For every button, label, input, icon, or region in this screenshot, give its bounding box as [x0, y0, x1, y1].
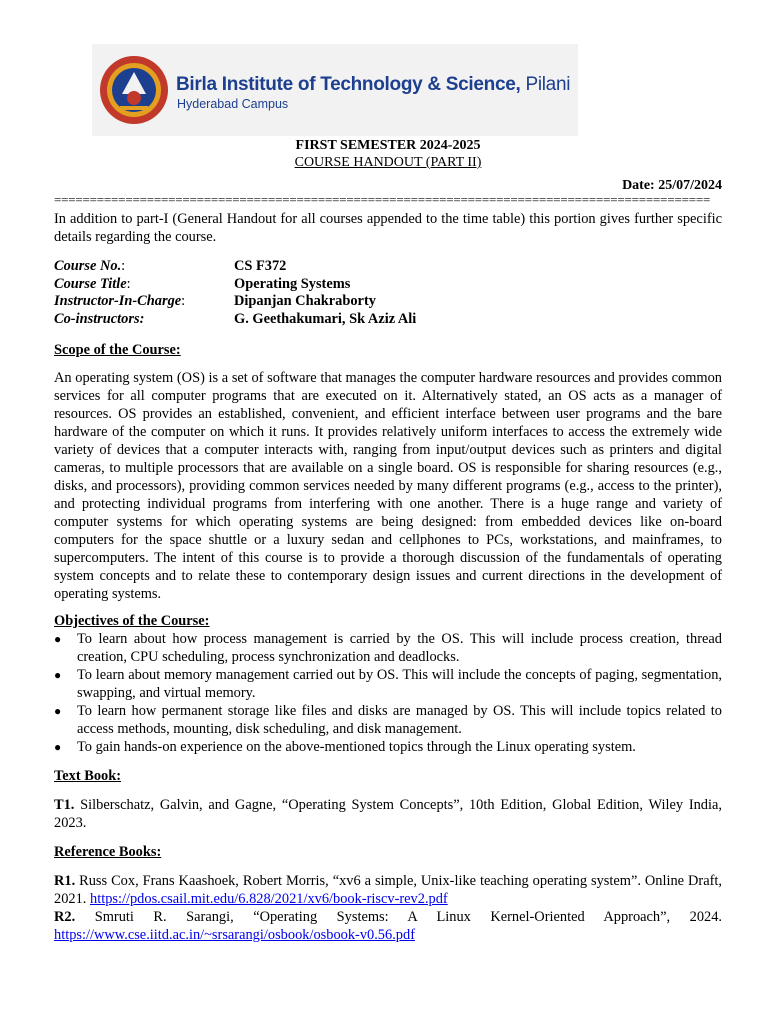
course-number-label: Course No.	[54, 258, 122, 274]
handout-date: Date: 25/07/2024	[622, 178, 722, 193]
co-instructors-row	[54, 311, 416, 329]
course-title-value: Operating Systems	[234, 275, 351, 292]
objectives-list	[54, 630, 722, 756]
objectives-heading: Objectives of the Course:	[54, 613, 210, 629]
course-number-value: CS F372	[234, 258, 287, 274]
list-item: ● To gain hands-on experience on the above-mentioned topics through the Linux operating system.	[54, 739, 636, 755]
institute-logo	[92, 44, 578, 136]
reference-id: R1.	[54, 873, 76, 889]
bits-seal-icon	[98, 54, 170, 126]
instructor-label: Instructor-In-Charge	[54, 293, 182, 310]
textbook-citation: Silberschatz, Galvin, and Gagne, “Operating System Concepts”, 10th Edition, Global Edition, Wiley India, 2023.	[54, 797, 722, 831]
course-title-label: Course Title	[54, 275, 127, 292]
textbook-entry	[54, 796, 722, 832]
bullet-icon: ●	[54, 704, 62, 718]
references-heading: Reference Books:	[54, 844, 162, 860]
list-item: ● To learn how permanent storage like files and disks are managed by OS. This will include topics related to access methods, mounting, disk scheduling, and disk management.	[54, 703, 722, 737]
course-number-row: Course No.: CS F372	[54, 258, 287, 274]
co-instructors-label: Co-instructors:	[54, 310, 145, 327]
course-info-table	[54, 258, 416, 328]
reference-link-r2[interactable]: https://www.cse.iitd.ac.in/~srsarangi/osbook/osbook-v0.56.pdf	[54, 927, 415, 943]
bullet-icon: ●	[54, 632, 62, 646]
co-instructors-value: G. Geethakumari, Sk Aziz Ali	[234, 310, 417, 327]
campus-name: Hyderabad Campus	[177, 97, 289, 111]
reference-entry-r2	[54, 908, 722, 944]
reference-citation: Russ Cox, Frans Kaashoek, Robert Morris, “xv6 a simple, Unix-like teaching operating system”. Online Draft, 2021.	[54, 873, 722, 907]
scope-heading: Scope of the Course:	[54, 342, 181, 358]
bullet-icon: ●	[54, 740, 62, 754]
handout-title: COURSE HANDOUT (PART II)	[294, 155, 482, 170]
list-item: ● To learn about how process management is carried by the OS. This will include process creation, thread creation, CPU scheduling, process synchronization and deadlocks.	[54, 631, 722, 665]
textbook-heading: Text Book:	[54, 768, 122, 784]
instructor-value: Dipanjan Chakraborty	[234, 293, 376, 310]
course-title-row: Course Title: Operating Systems	[54, 275, 351, 292]
textbook-id: T1.	[54, 797, 75, 813]
instructor-row: Instructor-In-Charge: Dipanjan Chakraborty	[54, 293, 376, 310]
separator-rule: ============================================================================================	[54, 193, 711, 207]
reference-id: R2.	[54, 909, 76, 925]
scope-paragraph: An operating system (OS) is a set of software that manages the computer hardware resources and provides common services for all computer programs that are executed on it. Alternatively stated, an OS acts as a manager of resources. OS provides an established, convenient, and efficient interface between user programs and the bare hardware of the computer on which it runs. It provides relatively uniform interfaces to access the extremely wide variety of devices that a computer interacts with, ranging from input/output devices such as printers and digital cameras, to multiple processors that are available on a single board. OS is responsible for sharing resources (e.g., disks, and processors), providing common services needed by many different programs (e.g., access to the printer), and protecting individual programs from interfering with one another. There is a huge range and variety of computer systems for which operating systems are being designed: from embedded devices like on-board computers for the space shuttle or a luxury sedan and cellphones to PCs, workstations, and mainframes, to supercomputers. The intent of this course is to provide a thorough discussion of the fundamentals of operating system concepts and to relate these to contemporary design issues and current directions in the development of operating systems.	[54, 370, 722, 602]
list-item: ● To learn about memory management carried out by OS. This will include the concepts of paging, segmentation, swapping, and virtual memory.	[54, 667, 722, 701]
reference-citation: Smruti R. Sarangi, “Operating Systems: A Linux Kernel-Oriented Approach”, 2024.	[94, 909, 722, 925]
bullet-icon: ●	[54, 668, 62, 682]
reference-entry-r1	[54, 872, 722, 908]
reference-link-r1[interactable]: https://pdos.csail.mit.edu/6.828/2021/xv6/book-riscv-rev2.pdf	[90, 891, 448, 907]
semester-title: FIRST SEMESTER 2024-2025	[295, 138, 481, 153]
intro-paragraph: In addition to part-I (General Handout for all courses appended to the time table) this portion gives further specific details regarding the course.	[54, 211, 722, 245]
institute-name: Birla Institute of Technology & Science, Pilani	[176, 74, 571, 95]
